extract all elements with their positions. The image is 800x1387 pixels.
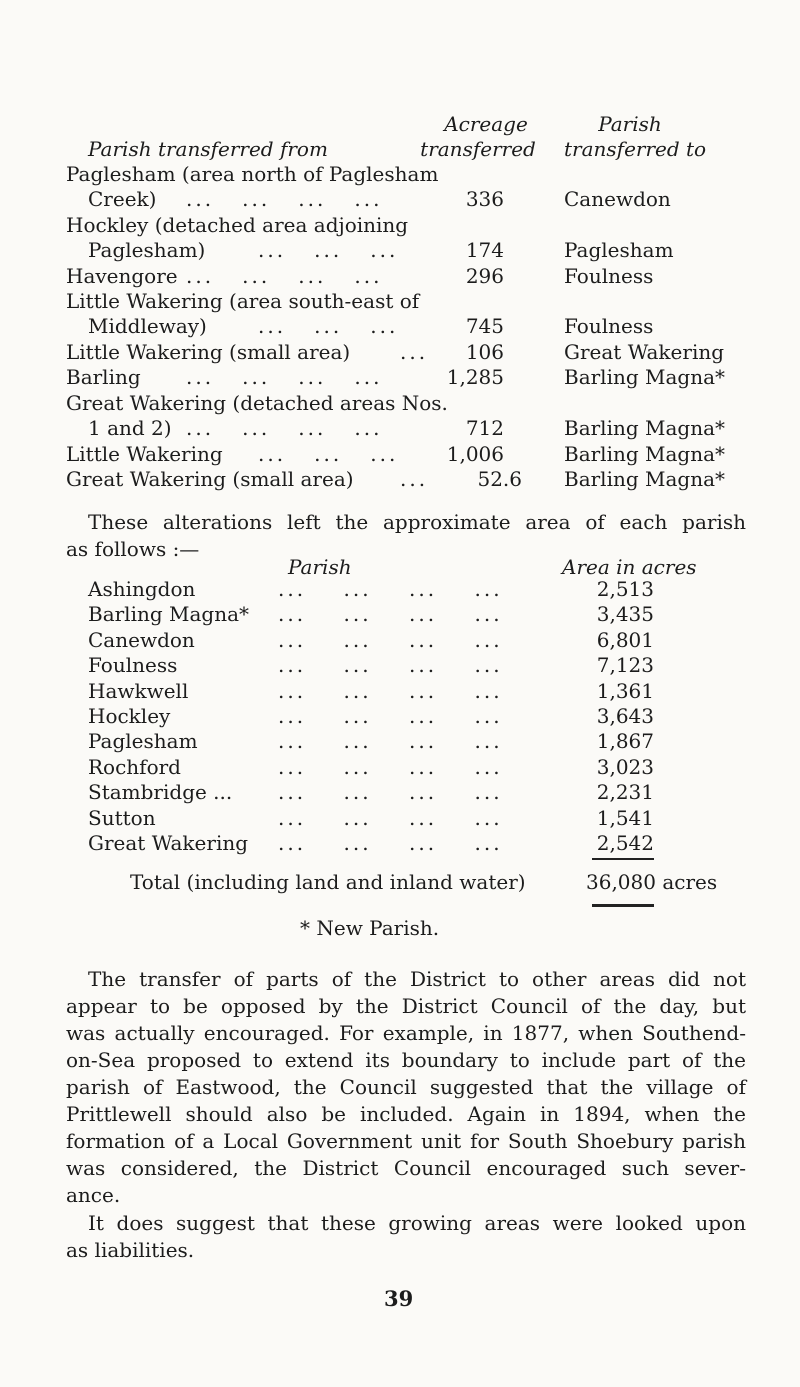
paragraph-line: was actually encouraged. For example, in 1877, when Southend- <box>66 1021 746 1045</box>
acreage-value: 1,285 <box>446 365 504 389</box>
leader-dots: ... ... ... ... <box>186 416 383 440</box>
transfer-from-line: Barling <box>66 365 141 389</box>
leader-dots: ... ... ... ... <box>186 365 383 389</box>
transfer-from-line: Creek) <box>88 187 157 211</box>
area-row-value: 2,542 <box>596 831 654 855</box>
leader-dots: ... ... ... ... <box>278 780 503 804</box>
paragraph-line: was considered, the District Council encouraged such sever- <box>66 1156 746 1180</box>
leader-dots: ... ... ... ... <box>278 755 503 779</box>
area-row-value: 1,541 <box>596 806 654 830</box>
acreage-header-bottom: transferred <box>420 137 536 161</box>
total-rule-top <box>592 858 654 860</box>
area-row-value: 3,643 <box>596 704 654 728</box>
intro-line: as follows :— <box>66 537 200 561</box>
area-header-acres: Area in acres <box>562 555 697 579</box>
transfer-to-value: Foulness <box>564 264 654 288</box>
paragraph-1 <box>66 966 746 1209</box>
acreage-value: 336 <box>465 187 504 211</box>
parish-to-header-bottom: transferred to <box>564 137 707 161</box>
acreage-value: 106 <box>465 340 504 364</box>
transfer-from-line: Havengore <box>66 264 178 288</box>
transfer-to-value: Barling Magna* <box>564 467 726 491</box>
acreage-value: 296 <box>465 264 504 288</box>
transfer-from-line: Great Wakering (detached areas Nos. <box>66 391 448 415</box>
area-row-value: 3,023 <box>596 755 654 779</box>
area-row-value: 7,123 <box>596 653 654 677</box>
leader-dots: ... ... ... ... <box>186 187 383 211</box>
area-row-value: 1,867 <box>596 729 654 753</box>
transfer-from-line: Little Wakering <box>66 442 223 466</box>
leader-dots: ... ... ... <box>258 442 399 466</box>
acreage-value: 52.6 <box>477 467 522 491</box>
area-row-parish: Hawkwell <box>88 679 189 703</box>
leader-dots: ... ... ... ... <box>278 806 503 830</box>
transfer-from-line: Middleway) <box>88 314 207 338</box>
total-rule-bottom <box>592 904 654 907</box>
area-row-value: 2,231 <box>596 780 654 804</box>
transfer-from-line: Paglesham (area north of Paglesham <box>66 162 439 186</box>
leader-dots: ... ... ... ... <box>278 704 503 728</box>
transfer-to-value: Barling Magna* <box>564 365 726 389</box>
area-row-value: 3,435 <box>596 602 654 626</box>
transfer-to-value: Barling Magna* <box>564 416 726 440</box>
area-row-parish: Great Wakering <box>88 831 249 855</box>
paragraph-line: The transfer of parts of the District to other areas did not <box>88 967 746 991</box>
leader-dots: ... ... ... ... <box>278 831 503 855</box>
leader-dots: ... <box>400 340 429 364</box>
footnote: * New Parish. <box>300 916 440 940</box>
transfer-to-value: Barling Magna* <box>564 442 726 466</box>
leader-dots: ... ... ... ... <box>278 577 503 601</box>
paragraph-line: It does suggest that these growing areas were looked upon <box>88 1211 746 1235</box>
intro-line: These alterations left the approximate area of each parish <box>88 510 746 534</box>
paragraph-line: ance. <box>66 1183 121 1207</box>
area-row-parish: Hockley <box>88 704 171 728</box>
paragraph-line: on-Sea proposed to extend its boundary to include part of the <box>66 1048 746 1072</box>
leader-dots: ... ... ... ... <box>278 729 503 753</box>
leader-dots: ... ... ... <box>258 314 399 338</box>
acreage-header-top: Acreage <box>444 112 528 136</box>
leader-dots: ... ... ... ... <box>278 679 503 703</box>
leader-dots: ... ... ... ... <box>278 602 503 626</box>
transfer-to-value: Great Wakering <box>564 340 725 364</box>
area-row-parish: Ashingdon <box>88 577 196 601</box>
parish-to-header-top: Parish <box>598 112 662 136</box>
acreage-value: 712 <box>465 416 504 440</box>
area-row-value: 2,513 <box>596 577 654 601</box>
transfer-from-line: Little Wakering (area south-east of <box>66 289 420 313</box>
paragraph-line: as liabilities. <box>66 1238 195 1262</box>
transfer-from-line: Great Wakering (small area) <box>66 467 354 491</box>
paragraph-line: parish of Eastwood, the Council suggested that the village of <box>66 1075 746 1099</box>
total-label: Total (including land and inland water) <box>130 870 526 894</box>
paragraph-line: appear to be opposed by the District Council of the day, but <box>66 994 746 1018</box>
area-row-value: 1,361 <box>596 679 654 703</box>
total-value: 36,080 acres <box>586 870 718 894</box>
area-row-value: 6,801 <box>596 628 654 652</box>
area-row-parish: Sutton <box>88 806 156 830</box>
leader-dots: ... ... ... ... <box>278 628 503 652</box>
paragraph-line: Prittlewell should also be included. Again in 1894, when the <box>66 1102 746 1126</box>
page-number: 39 <box>384 1286 414 1311</box>
leader-dots: ... ... ... ... <box>186 264 383 288</box>
transfer-to-value: Paglesham <box>564 238 674 262</box>
leader-dots: ... ... ... <box>258 238 399 262</box>
area-row-parish: Foulness <box>88 653 178 677</box>
transfer-from-line: Little Wakering (small area) <box>66 340 351 364</box>
transfer-to-value: Canewdon <box>564 187 671 211</box>
acreage-value: 1,006 <box>446 442 504 466</box>
transfer-from-line: 1 and 2) <box>88 416 172 440</box>
acreage-value: 745 <box>465 314 504 338</box>
area-row-parish: Stambridge ... <box>88 780 233 804</box>
leader-dots: ... <box>400 467 429 491</box>
area-row-parish: Rochford <box>88 755 181 779</box>
transfer-from-line: Paglesham) <box>88 238 206 262</box>
area-row-parish: Canewdon <box>88 628 195 652</box>
leader-dots: ... ... ... ... <box>278 653 503 677</box>
area-row-parish: Barling Magna* <box>88 602 250 626</box>
acreage-value: 174 <box>465 238 504 262</box>
transfer-from-line: Hockley (detached area adjoining <box>66 213 409 237</box>
paragraph-line: formation of a Local Government unit for South Shoebury parish <box>66 1129 746 1153</box>
area-row-parish: Paglesham <box>88 729 198 753</box>
transfer-to-value: Foulness <box>564 314 654 338</box>
parish-from-header: Parish transferred from <box>88 137 328 161</box>
paragraph-2 <box>66 1210 746 1264</box>
area-header-parish: Parish <box>288 555 352 579</box>
